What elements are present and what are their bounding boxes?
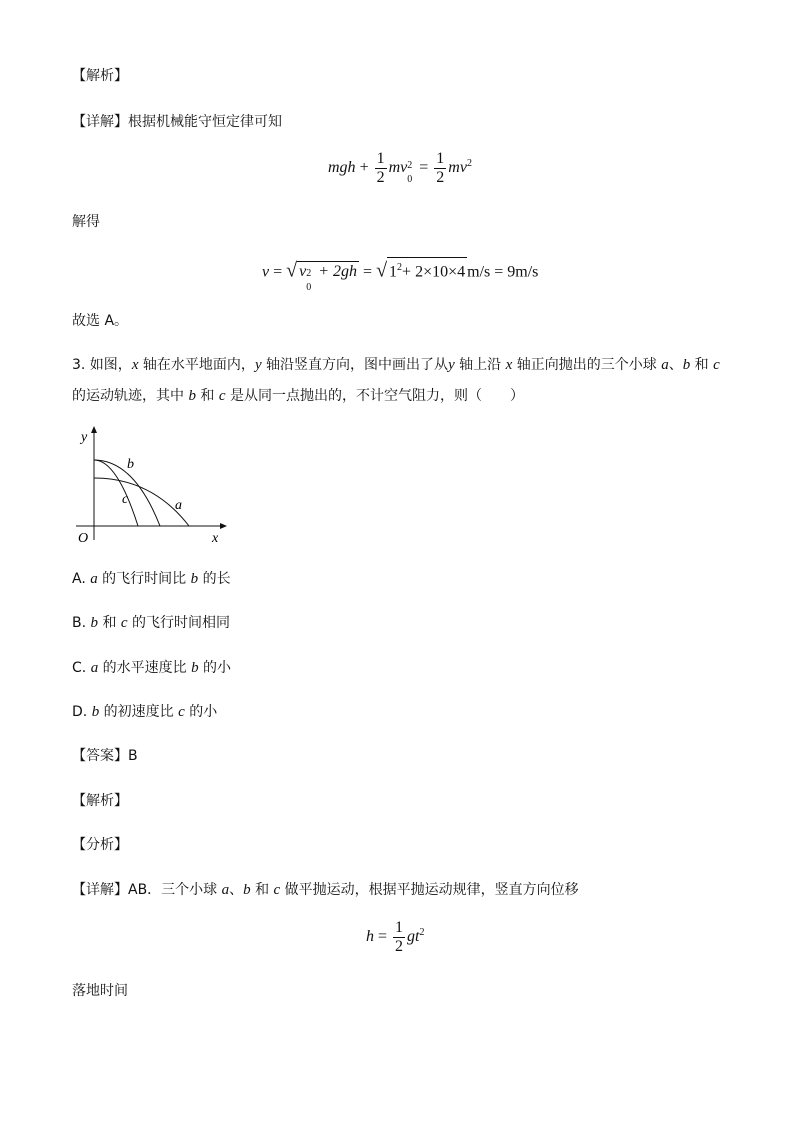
option-letter: B.: [72, 615, 91, 631]
text: 的小: [198, 660, 232, 676]
formula-op: =: [378, 928, 388, 946]
var: b: [188, 388, 196, 404]
y-axis-label: y: [81, 430, 88, 445]
y-axis-arrow-icon: [91, 426, 97, 433]
radical-icon: √: [376, 259, 388, 282]
text: 做平抛运动，根据平抛运动规律，竖直方向位移: [280, 882, 579, 898]
text: 和: [250, 882, 274, 898]
text: 、: [668, 357, 683, 373]
unit: m/s: [467, 263, 491, 281]
detail-statement-2: [72, 880, 579, 900]
superscript: 2: [407, 160, 413, 172]
answer: 【答案】B: [72, 748, 138, 764]
fraction-denominator: 2: [395, 938, 404, 955]
text: 轴上沿: [454, 357, 506, 373]
fraction: [434, 150, 446, 187]
question-line-2: [72, 386, 524, 406]
landing-time-label: 落地时间: [72, 983, 128, 999]
var: a: [90, 571, 98, 587]
detail-statement: 【详解】根据机械能守恒定律可知: [72, 114, 282, 130]
fraction-numerator: 1: [395, 919, 404, 936]
radical-icon: √: [286, 259, 298, 282]
text: 轴在水平地面内，: [138, 357, 255, 373]
var: y: [448, 357, 455, 373]
velocity-formula: [262, 257, 539, 294]
var: b: [191, 660, 199, 676]
superscript: 2: [419, 926, 425, 938]
question-line-1: [72, 355, 720, 375]
curve-c-label: c: [122, 492, 129, 507]
text: 3. 如图，: [72, 357, 132, 373]
formula-term: mv: [388, 159, 408, 177]
curve-b-label: b: [127, 457, 134, 472]
superscript: 2: [306, 268, 312, 280]
x-axis-arrow-icon: [220, 523, 227, 529]
text: 和: [195, 388, 219, 404]
displacement-formula: [366, 919, 424, 956]
option-c[interactable]: [72, 658, 231, 678]
fraction: [393, 919, 405, 956]
option-letter: C.: [72, 660, 91, 676]
var: c: [273, 882, 281, 898]
text: 的运动轨迹，其中: [72, 388, 189, 404]
text: 和: [690, 357, 714, 373]
subscript: 0: [306, 282, 312, 294]
text: 的飞行时间相同: [127, 615, 231, 631]
option-letter: A.: [72, 571, 91, 587]
formula-term: v: [262, 263, 270, 281]
var: c: [713, 357, 720, 373]
origin-label: O: [78, 531, 89, 546]
fraction-numerator: 1: [376, 150, 385, 167]
formula-op: =: [419, 159, 429, 177]
fraction: [375, 150, 387, 187]
var: b: [90, 615, 99, 631]
fraction-denominator: 2: [436, 169, 445, 186]
formula-term: 1: [389, 263, 398, 281]
text: 的初速度比: [99, 704, 179, 720]
formula-term: + 2gh: [318, 263, 358, 281]
solve-label: 解得: [72, 214, 100, 230]
fraction-denominator: 2: [376, 169, 385, 186]
text: 【详解】AB．三个小球: [72, 882, 222, 898]
var: y: [254, 357, 262, 373]
radicand: [297, 261, 359, 294]
energy-conservation-formula: [328, 150, 472, 187]
section-heading-analysis-2: 【解析】: [72, 793, 128, 809]
text: 的水平速度比: [98, 660, 192, 676]
var: c: [178, 704, 185, 720]
formula-op: =: [363, 263, 373, 281]
text: 、: [229, 882, 244, 898]
section-heading-breakdown: 【分析】: [72, 837, 128, 853]
text: 轴沿竖直方向，图中画出了从: [261, 357, 449, 373]
superscript: 2: [397, 262, 403, 273]
formula-term: mv: [448, 159, 467, 177]
curve-a-label: a: [175, 498, 182, 513]
var: x: [505, 357, 513, 373]
formula-term: gt: [407, 928, 420, 946]
var: a: [661, 357, 669, 373]
var: x: [131, 357, 139, 373]
option-a[interactable]: [72, 569, 231, 589]
conclusion: 故选 A。: [72, 313, 129, 329]
formula-result: = 9m/s: [494, 263, 539, 281]
text: 是从同一点抛出的，不计空气阻力，则（ ）: [225, 388, 524, 404]
subscript: 0: [407, 174, 413, 186]
option-b[interactable]: [72, 613, 230, 633]
text: 的长: [198, 571, 231, 587]
formula-term: v: [299, 263, 307, 281]
superscript: 2: [466, 157, 472, 169]
radicand: [387, 257, 467, 282]
x-axis-label: x: [212, 531, 219, 546]
var: b: [243, 882, 251, 898]
formula-op: +: [359, 159, 369, 177]
formula-term: + 2×10×4: [402, 263, 466, 281]
var: b: [682, 357, 691, 373]
fraction-numerator: 1: [436, 150, 445, 167]
trajectory-diagram: [72, 425, 232, 547]
option-letter: D.: [72, 704, 92, 720]
text: 轴正向抛出的三个小球: [512, 357, 662, 373]
text: 的飞行时间比: [97, 571, 191, 587]
formula-term: mgh: [328, 159, 356, 177]
text: 的小: [184, 704, 218, 720]
var: c: [120, 615, 128, 631]
formula-term: h: [366, 928, 374, 946]
text: 和: [98, 615, 121, 631]
formula-op: =: [273, 263, 283, 281]
var: a: [221, 882, 230, 898]
var: c: [218, 388, 226, 404]
var: b: [190, 571, 199, 587]
option-d[interactable]: [72, 702, 217, 722]
var: b: [91, 704, 100, 720]
var: a: [90, 660, 99, 676]
section-heading-analysis: 【解析】: [72, 68, 128, 84]
